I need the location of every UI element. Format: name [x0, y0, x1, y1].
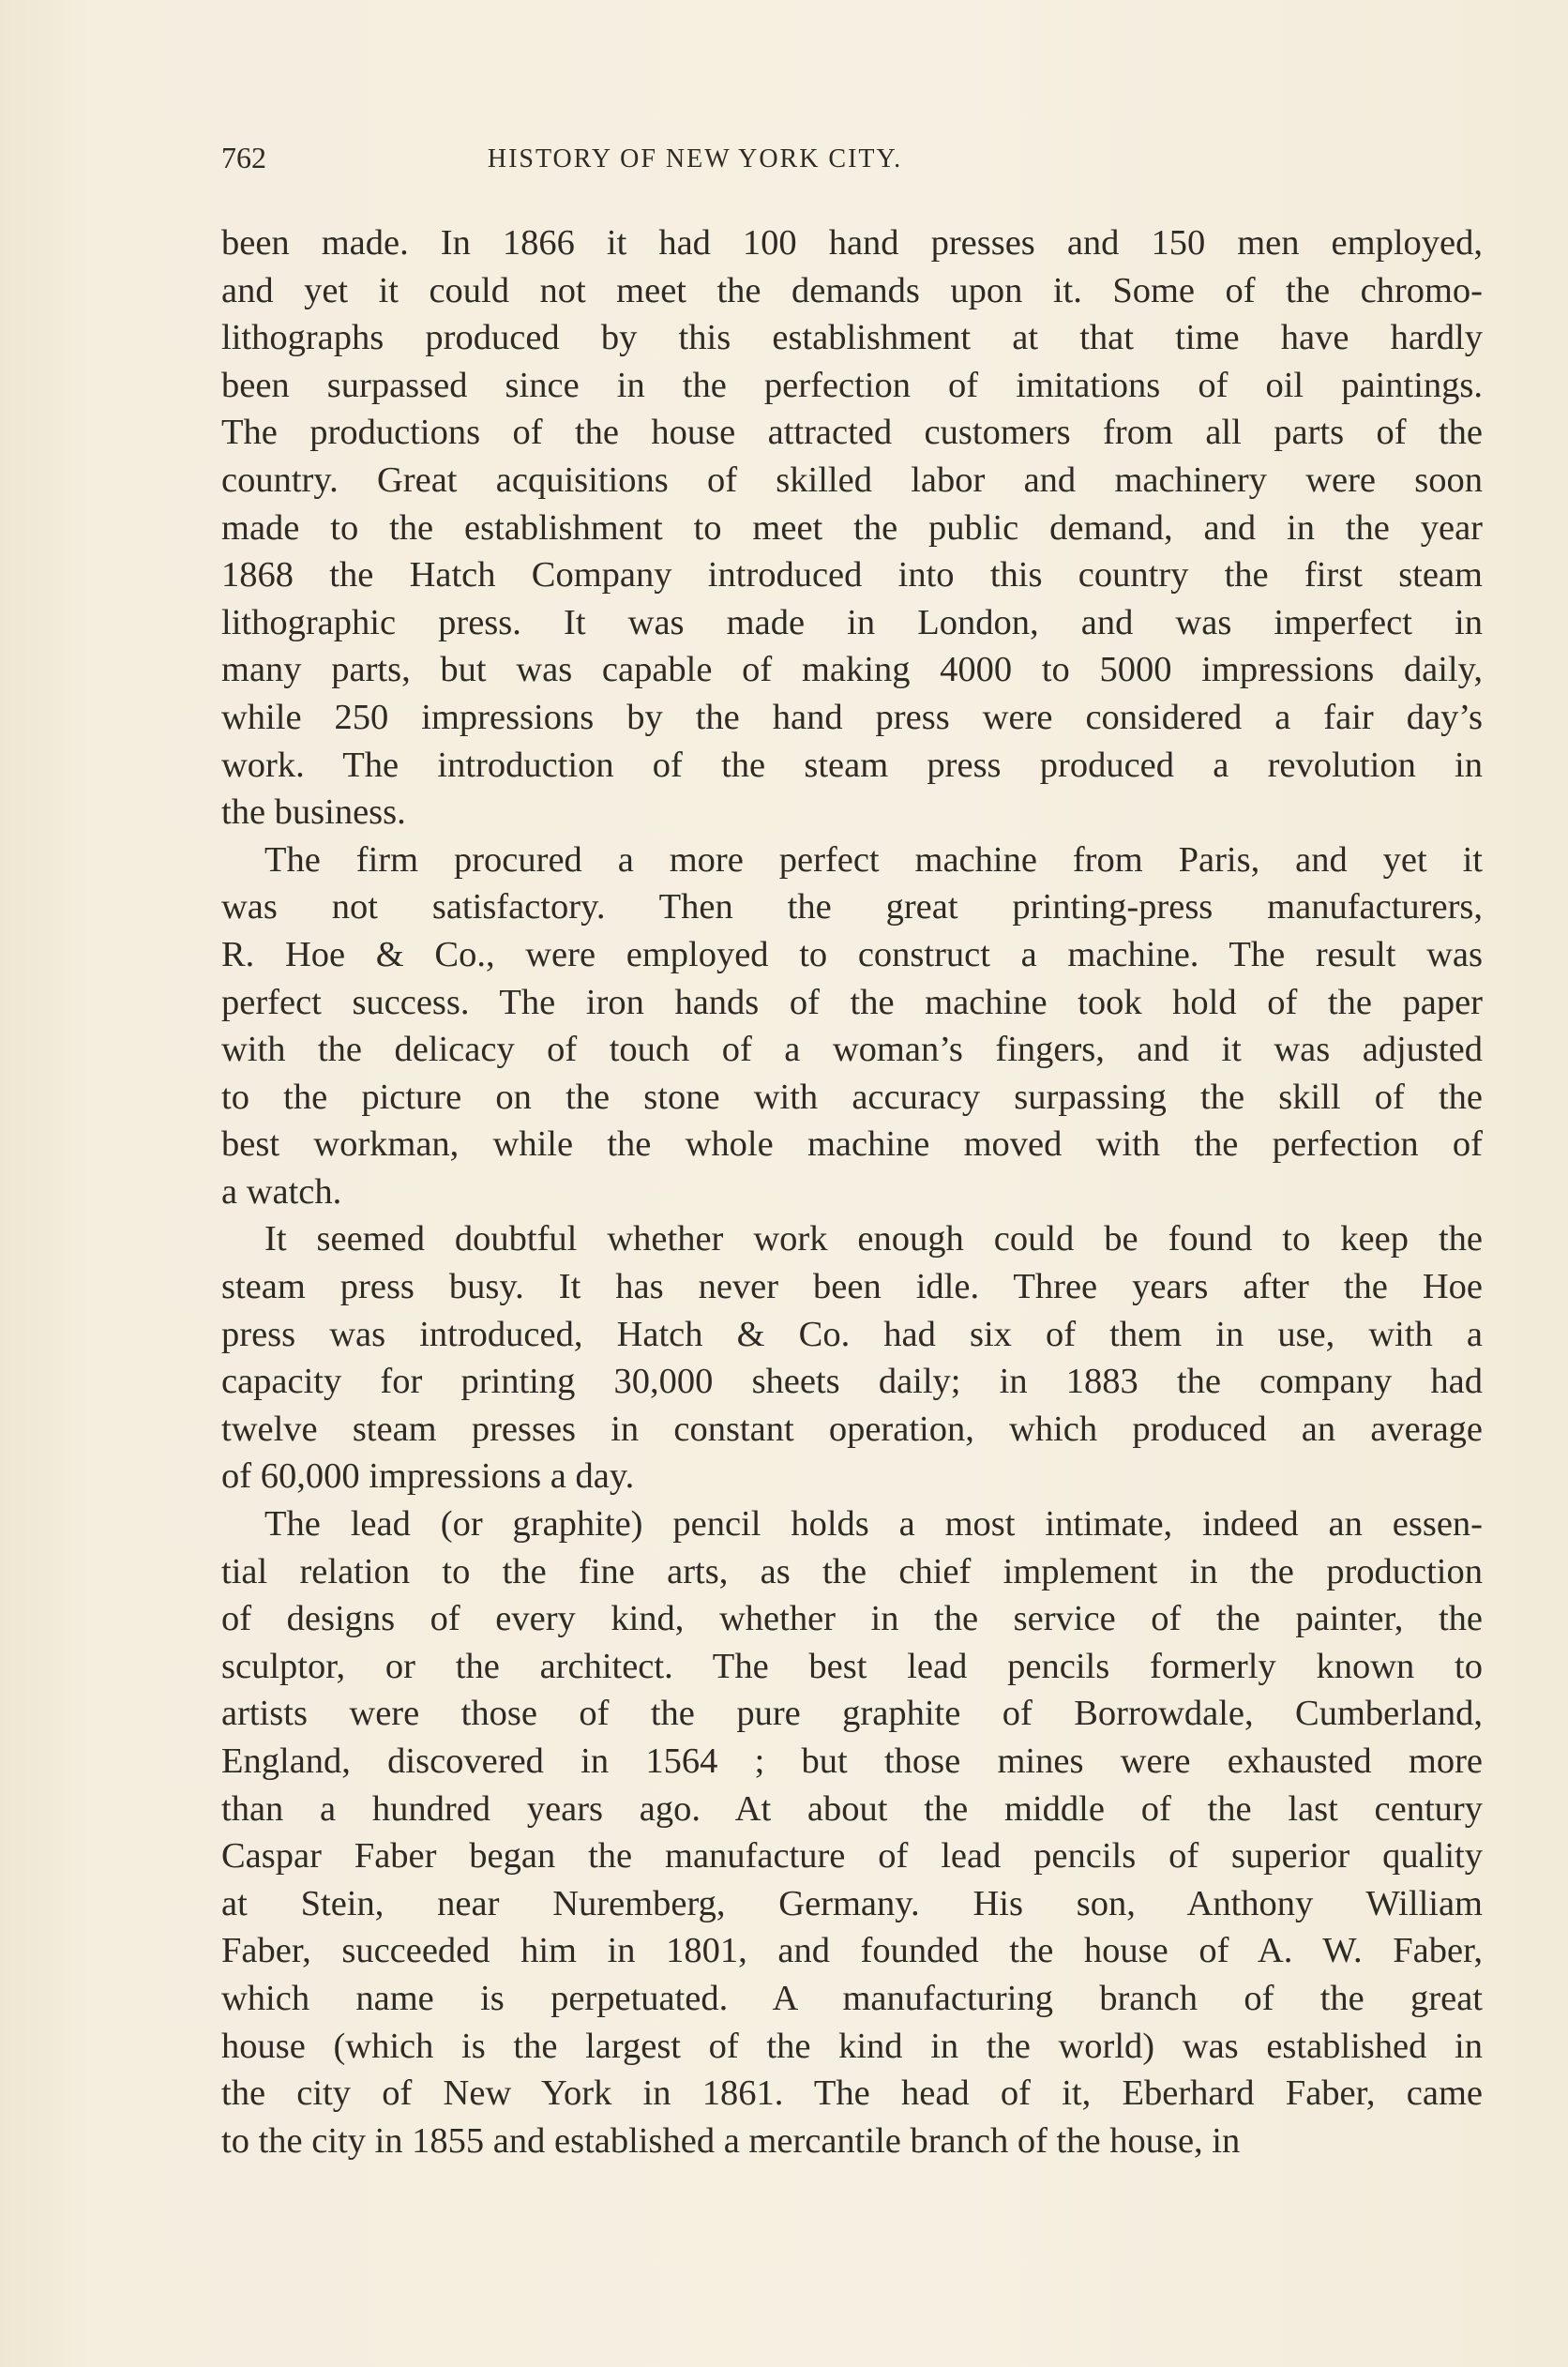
text-line: of designs of every kind, whether in the service of the painter, the [221, 1599, 1483, 1639]
text-line: press was introduced, Hatch & Co. had six of them in use, with a [221, 1314, 1483, 1354]
body-text [221, 219, 1483, 2164]
text-line: made to the establishment to meet the public demand, and in the year [221, 507, 1483, 548]
text-line: the city of New York in 1861. The head of it, Eberhard Faber, came [221, 2073, 1483, 2114]
page-number: 762 [221, 141, 266, 174]
text-line: It seemed doubtful whether work enough could be found to keep the [264, 1219, 1483, 1259]
text-line: and yet it could not meet the demands upon it. Some of the chromo- [221, 270, 1483, 310]
paragraph [221, 1500, 1483, 2164]
text-line: England, discovered in 1564 ; but those mines were exhausted more [221, 1741, 1483, 1781]
text-line: Faber, succeeded him in 1801, and founded the house of A. W. Faber, [221, 1931, 1483, 1971]
text-line: steam press busy. It has never been idle. Three years after the Hoe [221, 1267, 1483, 1307]
text-line: best workman, while the whole machine moved with the perfection of [221, 1124, 1483, 1165]
text-line: the business. [221, 792, 406, 833]
paragraph [221, 219, 1483, 837]
text-line: was not satisfactory. Then the great printing-press manufacturers, [221, 887, 1483, 927]
text-line: lithographic press. It was made in London, and was imperfect in [221, 602, 1483, 642]
text-line: than a hundred years ago. At about the middle of the last century [221, 1788, 1483, 1829]
text-line: tial relation to the fine arts, as the chief implement in the production [221, 1551, 1483, 1591]
text-line: sculptor, or the architect. The best lead pencils formerly known to [221, 1646, 1483, 1686]
text-line: artists were those of the pure graphite of Borrowdale, Cumberland, [221, 1694, 1483, 1734]
text-line: The lead (or graphite) pencil holds a most intimate, indeed an essen- [264, 1504, 1483, 1545]
text-line: R. Hoe & Co., were employed to construct a machine. The result was [221, 934, 1483, 974]
text-line: Caspar Faber began the manufacture of lead pencils of superior quality [221, 1836, 1483, 1877]
text-line: with the delicacy of touch of a woman’s fingers, and it was adjusted [221, 1030, 1483, 1070]
text-line: capacity for printing 30,000 sheets daily; in 1883 the company had [221, 1362, 1483, 1402]
text-line: The productions of the house attracted customers from all parts of the [221, 413, 1483, 453]
text-line: work. The introduction of the steam press produced a revolution in [221, 745, 1483, 785]
text-line: which name is perpetuated. A manufacturing branch of the great [221, 1978, 1483, 2018]
text-line: a watch. [221, 1171, 342, 1212]
text-line: lithographs produced by this establishment at that time have hardly [221, 318, 1483, 358]
text-line: to the picture on the stone with accuracy surpassing the skill of the [221, 1077, 1483, 1117]
running-head: HISTORY OF NEW YORK CITY. [487, 144, 903, 173]
text-line: been made. In 1866 it had 100 hand presses and 150 men employed, [221, 223, 1483, 263]
text-line: while 250 impressions by the hand press were considered a fair day’s [221, 697, 1483, 737]
text-line: The firm procured a more perfect machine from Paris, and yet it [264, 839, 1483, 880]
text-line: twelve steam presses in constant operation, which produced an average [221, 1409, 1483, 1449]
paragraph [221, 1215, 1483, 1500]
page-header [221, 141, 1168, 182]
text-line: perfect success. The iron hands of the machine took hold of the paper [221, 982, 1483, 1022]
text-line: of 60,000 impressions a day. [221, 1456, 635, 1497]
text-line: house (which is the largest of the kind in the world) was established in [221, 2026, 1483, 2066]
text-line: at Stein, near Nuremberg, Germany. His son, Anthony William [221, 1883, 1483, 1923]
text-line: 1868 the Hatch Company introduced into this country the first steam [221, 555, 1483, 596]
text-line: been surpassed since in the perfection of imitations of oil paintings. [221, 365, 1483, 405]
text-line: to the city in 1855 and established a mercantile branch of the house, in [221, 2120, 1241, 2161]
paragraph [221, 837, 1483, 1216]
text-line: country. Great acquisitions of skilled labor and machinery were soon [221, 460, 1483, 500]
text-line: many parts, but was capable of making 4000 to 5000 impressions daily, [221, 650, 1483, 690]
